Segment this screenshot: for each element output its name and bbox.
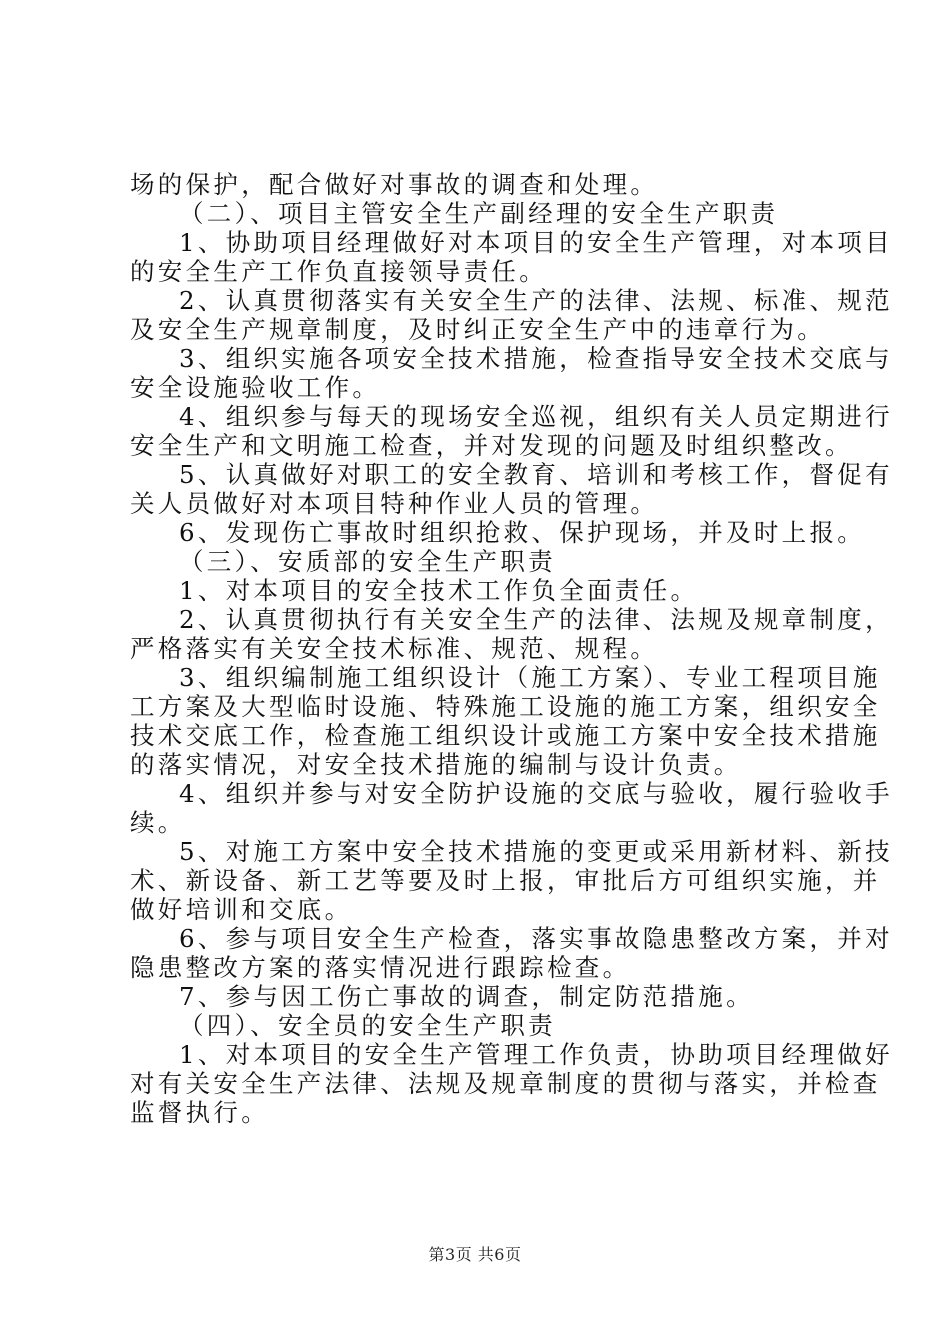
text-line: 隐患整改方案的落实情况进行跟踪检查。 (130, 953, 631, 982)
text-line: 续。 (130, 808, 186, 837)
text-line: 2、认真贯彻执行有关安全生产的法律、法规及规章制度， (179, 605, 893, 634)
text-line: 工方案及大型临时设施、特殊施工设施的施工方案，组织安全 (130, 692, 881, 721)
text-line: 4、组织参与每天的现场安全巡视，组织有关人员定期进行 (179, 402, 893, 431)
text-line: 5、认真做好对职工的安全教育、培训和考核工作，督促有 (179, 460, 893, 489)
text-line: 5、对施工方案中安全技术措施的变更或采用新材料、新技 (179, 837, 893, 866)
text-line: 的安全生产工作负直接领导责任。 (130, 257, 547, 286)
text-line: 监督执行。 (130, 1098, 269, 1127)
text-line: 4、组织并参与对安全防护设施的交底与验收，履行验收手 (179, 779, 893, 808)
document-body (130, 170, 893, 1127)
text-line: 场的保护，配合做好对事故的调查和处理。 (130, 170, 659, 199)
text-line: 对有关安全生产法律、法规及规章制度的贯彻与落实，并检查 (130, 1069, 881, 1098)
text-line: 6、发现伤亡事故时组织抢救、保护现场，并及时上报。 (179, 518, 866, 547)
text-line: 术、新设备、新工艺等要及时上报，审批后方可组织实施，并 (130, 866, 881, 895)
section-heading-2: （二）、项目主管安全生产副经理的安全生产职责 (179, 199, 779, 228)
text-line: 1、协助项目经理做好对本项目的安全生产管理，对本项目 (179, 228, 893, 257)
text-line: 的落实情况，对安全技术措施的编制与设计负责。 (130, 750, 742, 779)
text-line: 及安全生产规章制度，及时纠正安全生产中的违章行为。 (130, 315, 825, 344)
section-heading-4: （四）、安全员的安全生产职责 (179, 1011, 556, 1040)
text-line: 6、参与项目安全生产检查，落实事故隐患整改方案，并对 (179, 924, 893, 953)
text-line: 关人员做好对本项目特种作业人员的管理。 (130, 489, 659, 518)
text-line: 安全设施验收工作。 (130, 373, 381, 402)
section-heading-3: （三）、安质部的安全生产职责 (179, 547, 556, 576)
text-line: 2、认真贯彻落实有关安全生产的法律、法规、标准、规范 (179, 286, 893, 315)
page-number-footer: 第3页 共6页 (428, 1245, 522, 1264)
text-line: 严格落实有关安全技术标准、规范、规程。 (130, 634, 659, 663)
text-line: 1、对本项目的安全技术工作负全面责任。 (179, 576, 699, 605)
text-line: 7、参与因工伤亡事故的调查，制定防范措施。 (179, 982, 754, 1011)
text-line: 3、组织实施各项安全技术措施，检查指导安全技术交底与 (179, 344, 893, 373)
text-line: 安全生产和文明施工检查，并对发现的问题及时组织整改。 (130, 431, 853, 460)
text-line: 1、对本项目的安全生产管理工作负责，协助项目经理做好 (179, 1040, 893, 1069)
text-line: 做好培训和交底。 (130, 895, 353, 924)
text-line: 技术交底工作，检查施工组织设计或施工方案中安全技术措施 (130, 721, 881, 750)
text-line: 3、组织编制施工组织设计（施工方案）、专业工程项目施 (179, 663, 881, 692)
